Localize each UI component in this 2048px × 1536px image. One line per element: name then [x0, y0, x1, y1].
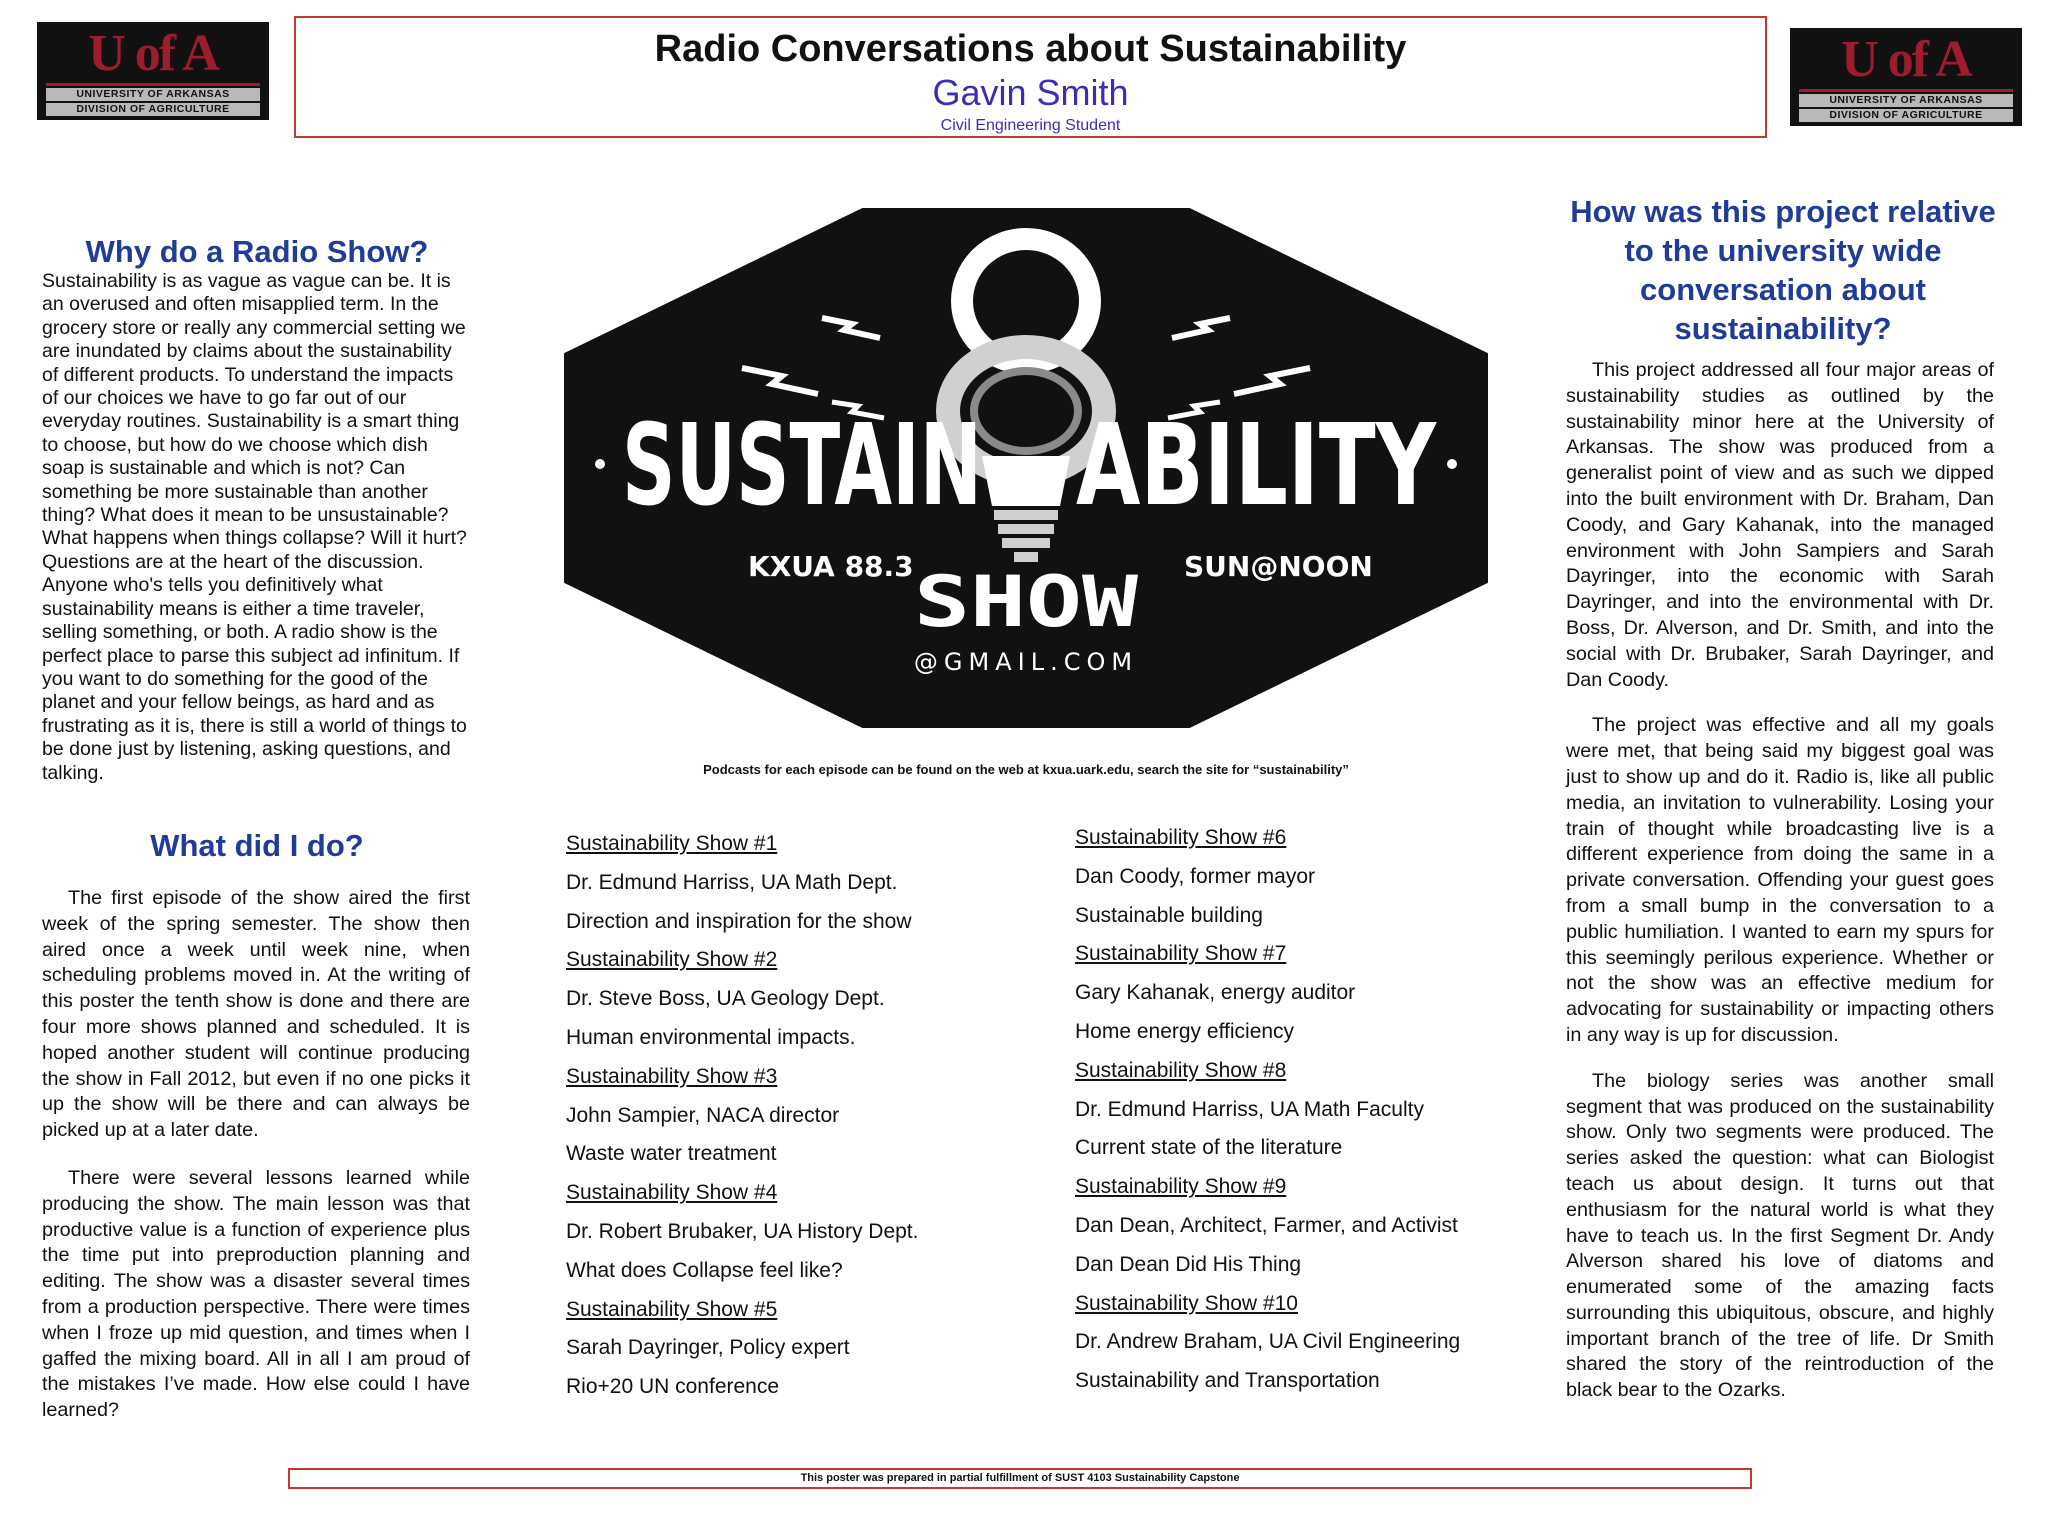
logo-line-division: DIVISION OF AGRICULTURE [1799, 109, 2013, 122]
logo-dot-left [595, 459, 605, 469]
bulb-neck [982, 456, 1070, 506]
episode-guest: Gary Kahanak, energy auditor [1075, 981, 1356, 1005]
poster-title: Radio Conversations about Sustainability [654, 28, 1407, 70]
did-paragraph-2: There were several lessons learned while producing the show. The main lesson was that productive value is a function of experience plus the time put into preproduction planning and editing. The show was a disaster several times from a production perspective. There were times when I froze up mid question, and times when I gaffed the mixing board. All in all I am proud of the mistakes I’ve made. How else could I have learned? [42, 1166, 470, 1422]
how-paragraph-3: The biology series was another small segment that was produced on the sustainability show. Only two segments were produced. The series asked the question: what can Biologist teach us about design. It turns out that enthusiasm for the natural world is what they have to teach us. In the first Segment Dr. Andy Alverson shared his love of diatoms and enumerated some of the amazing facts surrounding this ubiquitous, obscure, and highly important branch of the tree of life. Dr Smith shared the story of the reintroduction of the black bear to the Ozarks. [1566, 1069, 1994, 1402]
did-paragraph-1: The first episode of the show aired the first week of the spring semester. The show then aired once a week until week nine, when scheduling problems moved in. At the writing of this poster the tenth show is done and there are four more shows planned and scheduled. It is hoped another student will continue producing the show in Fall 2012, but even if no one picks it up the show will be there and can always be picked up at a later date. [42, 887, 470, 1142]
logo-divider [1799, 89, 2013, 92]
university-logo-left [37, 22, 269, 120]
episode-title: Sustainability Show #5 [566, 1297, 778, 1321]
episode-guest: Dr. Steve Boss, UA Geology Dept. [566, 987, 885, 1011]
logo-time: SUN@NOON [1184, 550, 1373, 583]
episode-topic: Home energy efficiency [1075, 1019, 1295, 1043]
episode-topic: Rio+20 UN conference [566, 1375, 780, 1399]
episode-list-left [566, 825, 1036, 1407]
episode-topic: Sustainable building [1075, 903, 1263, 927]
episode-guest: Dan Dean, Architect, Farmer, and Activist [1075, 1213, 1458, 1237]
what-did-i-do-body [42, 886, 470, 1424]
episode-title: Sustainability Show #8 [1075, 1058, 1287, 1082]
logo-word-show: SHOW [914, 561, 1140, 643]
how-heading: How was this project relative to the university wide conversation about sustainability? [1570, 194, 1996, 346]
logo-line-university: UNIVERSITY OF ARKANSAS [1799, 94, 2013, 107]
episode-title: Sustainability Show #6 [1075, 826, 1287, 849]
episode-topic: Dan Dean Did His Thing [1075, 1252, 1302, 1276]
logo-dot-right [1447, 459, 1457, 469]
poster-header [294, 16, 1767, 138]
episode-guest: Dr. Andrew Braham, UA Civil Engineering [1075, 1330, 1461, 1354]
episode-topic: Waste water treatment [566, 1142, 777, 1166]
logo-word-sustain: SUSTAIN [622, 401, 982, 531]
sustainability-show-logo [562, 206, 1490, 730]
poster-author-role: Civil Engineering Student [940, 117, 1121, 134]
logo-divider [46, 83, 260, 86]
episode-guest: Dr. Robert Brubaker, UA History Dept. [566, 1219, 919, 1243]
logo-station: KXUA 88.3 [748, 550, 914, 583]
episode-guest: Dr. Edmund Harriss, UA Math Dept. [566, 870, 898, 894]
episode-topic: What does Collapse feel like? [566, 1258, 843, 1282]
bulb-thread-2 [998, 524, 1054, 534]
what-did-i-do-heading: What did I do? [150, 828, 364, 863]
poster-footer: This poster was prepared in partial fulfillment of SUST 4103 Sustainability Capstone [288, 1468, 1752, 1489]
episode-title: Sustainability Show #9 [1075, 1175, 1287, 1199]
episode-topic: Current state of the literature [1075, 1136, 1343, 1160]
bulb-thread-3 [1002, 538, 1050, 548]
how-paragraph-1: This project addressed all four major areas of sustainability studies as outlined by the sustainability minor here at the University of Arkansas. The show was produced from a generalist point of view and as such we dipped into the built environment with Dr. Braham, Dan Coody, and Gary Kahanak, into the managed environment with John Sampiers and Sarah Dayringer, into the economic with Sarah Dayringer, and into the environmental with Dr. Boss, Dr. Alverson, and Dr. Smith, and into the social with Dr. Brubaker, Sarah Dayringer, and Dan Coody. [1566, 359, 1994, 691]
bulb-thread-1 [994, 510, 1058, 520]
episode-title: Sustainability Show #3 [566, 1064, 778, 1088]
logo-email: @GMAIL.COM [913, 648, 1139, 676]
episode-title: Sustainability Show #7 [1075, 942, 1287, 966]
episode-title: Sustainability Show #4 [566, 1181, 778, 1205]
episode-guest: Dan Coody, former mayor [1075, 864, 1316, 888]
episode-topic: Sustainability and Transportation [1075, 1369, 1380, 1393]
episode-list-right [1075, 819, 1545, 1401]
logo-word-ability: ABILITY [1076, 401, 1438, 531]
episode-guest: John Sampier, NACA director [566, 1103, 840, 1127]
logo-line-division: DIVISION OF AGRICULTURE [46, 103, 260, 116]
why-heading: Why do a Radio Show? [85, 234, 429, 269]
podcast-note: Podcasts for each episode can be found on the web at kxua.uark.edu, search the site for “sustainability” [703, 762, 1349, 777]
poster-author: Gavin Smith [932, 72, 1129, 113]
episode-title: Sustainability Show #2 [566, 948, 778, 972]
logo-mark: U of A [88, 24, 218, 82]
why-paragraph: Sustainability is as vague as vague can be. It is an overused and often misapplied term. In the grocery store or really any commercial setting we are inundated by claims about the sustainability of different products. To understand the impacts of our choices we have to go far out of our everyday routines. Sustainability is a smart thing to choose, but how do we choose which dish soap is sustainable and which is not? Can something be more sustainable than another thing? What does it mean to be unsustainable? What happens when things collapse? Will it hurt? Questions are at the heart of the discussion. Anyone who's tells you definitively what sustainability means is either a time traveler, selling something, or both. A radio show is the perfect place to parse this subject ad infinitum. If you want to do something for the good of the planet and your fellow beings, as hard and as frustrating as it is, there is still a world of things to be done just by listening, asking questions, and talking. [42, 270, 467, 784]
university-logo-right [1790, 28, 2022, 126]
episode-topic: Direction and inspiration for the show [566, 909, 912, 933]
logo-mark: U of A [1841, 30, 1971, 88]
episode-title: Sustainability Show #1 [566, 832, 778, 855]
how-paragraph-2: The project was effective and all my goals were met, that being said my biggest goal was just to show up and do it. Radio is, like all public media, an invitation to vulnerability. Losing your train of thought while broadcasting live is a different experience from doing the same in a private conversation. Offending your guest goes from a small bump in the conversation to a public humiliation. I wanted to earn my spurs for this seemingly perilous experience. Whether or not the show was an effective medium for advocating for sustainability or impacting others in any way is up for discussion. [1566, 714, 1994, 1046]
episode-title: Sustainability Show #10 [1075, 1291, 1298, 1315]
how-body [1566, 358, 1994, 1404]
logo-line-university: UNIVERSITY OF ARKANSAS [46, 88, 260, 101]
episode-topic: Human environmental impacts. [566, 1025, 856, 1049]
episode-guest: Sarah Dayringer, Policy expert [566, 1336, 850, 1360]
episode-guest: Dr. Edmund Harriss, UA Math Faculty [1075, 1097, 1424, 1121]
